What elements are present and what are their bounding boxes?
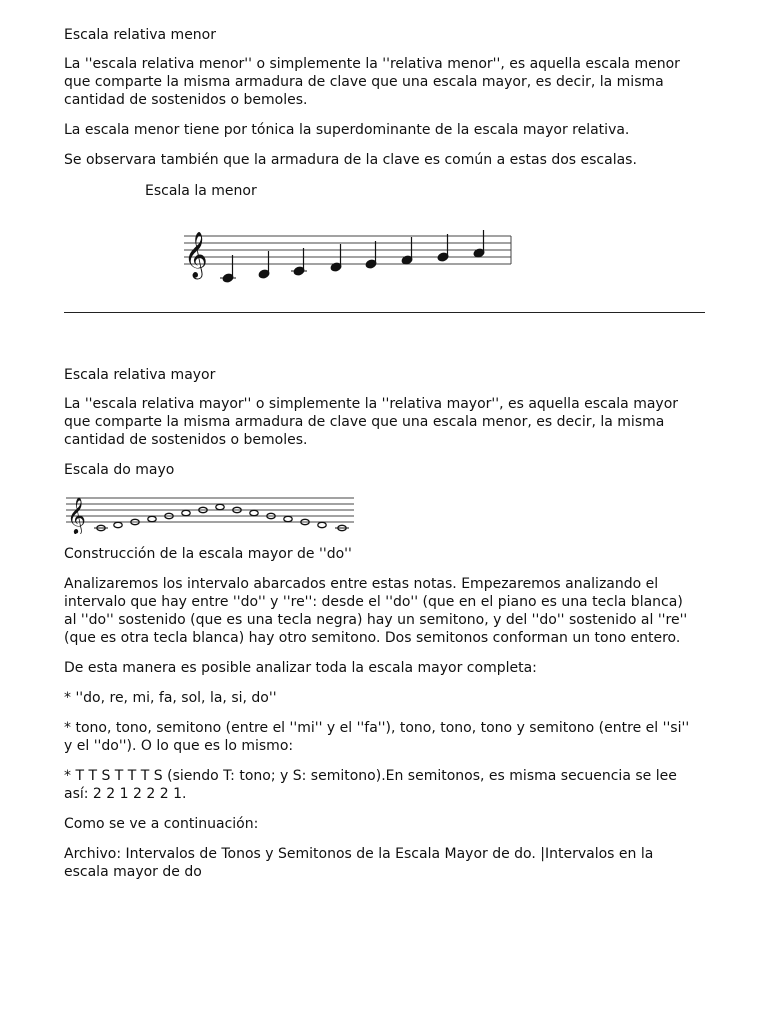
text-line: (que es otra tecla blanca) hay otro semitono. Dos semitonos conforman un tono entero. — [64, 630, 681, 646]
subheading-c-major-construction: Construcción de la escala mayor de ''do'' — [64, 546, 352, 562]
text-line: escala mayor de do — [64, 864, 202, 880]
treble-clef-icon: 𝄞 — [67, 496, 86, 534]
text-line: que comparte la misma armadura de clave que una escala menor, es decir, la misma — [64, 414, 665, 430]
section-heading-relative-major: Escala relativa mayor — [64, 367, 216, 383]
paragraph-continuation: Como se ve a continuación: — [64, 816, 259, 832]
a-minor-scale-staff — [176, 220, 516, 288]
text-line: La ''escala relativa mayor'' o simplemente la ''relativa mayor'', es aquella escala mayor — [64, 396, 679, 412]
notes — [94, 504, 349, 530]
bullet-note-names: * ''do, re, mi, fa, sol, la, si, do'' — [64, 690, 277, 706]
horizontal-divider — [64, 312, 705, 313]
text-line: así: 2 2 1 2 2 2 1. — [64, 786, 187, 802]
text-line: Archivo: Intervalos de Tonos y Semitonos de la Escala Mayor de do. |Intervalos en la — [64, 846, 654, 862]
paragraph-full-scale: De esta manera es posible analizar toda la escala mayor completa: — [64, 660, 537, 676]
text-line: * T T S T T T S (siendo T: tono; y S: semitono).En semitonos, es misma secuencia se lee — [64, 768, 677, 784]
text-line: que comparte la misma armadura de clave que una escala mayor, es decir, la misma — [64, 74, 664, 90]
text-line: y el ''do''). O lo que es lo mismo: — [64, 738, 294, 754]
figure-caption-a-minor: Escala la menor — [145, 183, 257, 199]
text-line: Analizaremos los intervalo abarcados entre estas notas. Empezaremos analizando el — [64, 576, 659, 592]
c-major-scale-staff — [64, 490, 358, 534]
paragraph-tonic: La escala menor tiene por tónica la superdominante de la escala mayor relativa. — [64, 122, 630, 138]
text-line: intervalo que hay entre ''do'' y ''re'': desde el ''do'' (que en el piano es una tecla blanca) — [64, 594, 683, 610]
treble-clef-icon: 𝄞 — [184, 232, 208, 278]
text-line: al ''do'' sostenido (que es una tecla negra) hay un semitono, y del ''do'' sostenido al ''re'' — [64, 612, 688, 628]
paragraph-key-signature: Se observara también que la armadura de la clave es común a estas dos escalas. — [64, 152, 637, 168]
text-line: * tono, tono, semitono (entre el ''mi'' y el ''fa''), tono, tono, tono y semitono (entre el ''si'' — [64, 720, 690, 736]
section-heading-relative-minor: Escala relativa menor — [64, 27, 217, 43]
text-line: La ''escala relativa menor'' o simplemente la ''relativa menor'', es aquella escala menor — [64, 56, 680, 72]
staff-lines — [66, 498, 354, 522]
text-line: cantidad de sostenidos o bemoles. — [64, 432, 308, 448]
figure-caption-c-major: Escala do mayo — [64, 462, 175, 478]
text-line: cantidad de sostenidos o bemoles. — [64, 92, 308, 108]
